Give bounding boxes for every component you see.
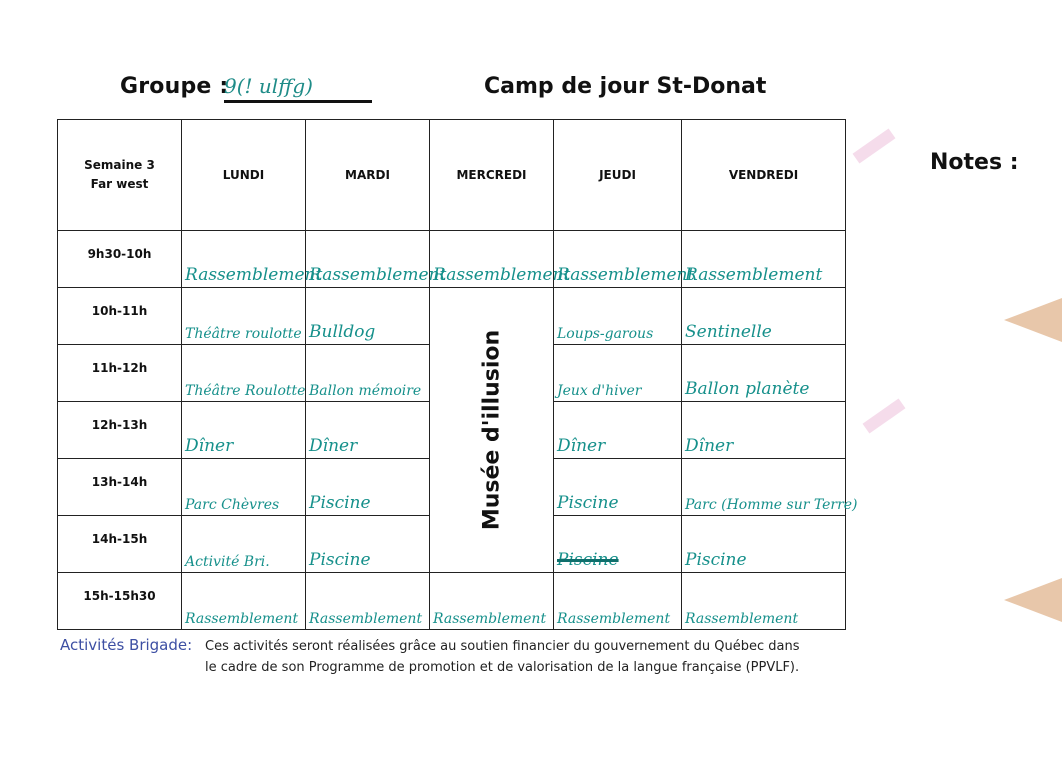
day-header-wednesday: MERCREDI xyxy=(430,120,554,231)
group-label: Groupe : xyxy=(120,74,229,99)
week-theme: Far west xyxy=(90,177,149,191)
day-header-tuesday: MARDI xyxy=(306,120,430,231)
day-header-friday: VENDREDI xyxy=(682,120,846,231)
activity-cell: Théâtre roulotte xyxy=(182,288,306,345)
time-cell: 14h-15h xyxy=(58,516,182,573)
activity-cell-struck: Piscine xyxy=(554,516,682,573)
week-cell xyxy=(58,120,182,231)
activity-cell: Rassemblement xyxy=(554,231,682,288)
pink-highlight-mark xyxy=(863,398,906,433)
group-value: 9(! ulffg) xyxy=(224,74,372,103)
activity-cell: Piscine xyxy=(554,459,682,516)
activity-cell: Ballon planète xyxy=(682,345,846,402)
activity-cell: Piscine xyxy=(682,516,846,573)
activity-cell: Rassemblement xyxy=(306,573,430,630)
activity-cell: Bulldog xyxy=(306,288,430,345)
activity-cell: Rassemblement xyxy=(182,231,306,288)
activity-cell: Théâtre Roulotte xyxy=(182,345,306,402)
activity-cell: Sentinelle xyxy=(682,288,846,345)
camp-title: Camp de jour St-Donat xyxy=(484,74,767,99)
activity-cell: Dîner xyxy=(682,402,846,459)
activity-cell: Ballon mémoire xyxy=(306,345,430,402)
activity-cell: Rassemblement xyxy=(682,231,846,288)
schedule-table xyxy=(57,119,858,630)
activity-cell: Jeux d'hiver xyxy=(554,345,682,402)
tan-corner-mark xyxy=(1004,578,1062,622)
activity-cell: Parc (Homme sur Terre) xyxy=(682,459,846,516)
time-cell: 15h-15h30 xyxy=(58,573,182,630)
time-cell: 11h-12h xyxy=(58,345,182,402)
pink-highlight-mark xyxy=(853,128,896,163)
activity-cell: Piscine xyxy=(306,459,430,516)
table-row xyxy=(58,231,846,288)
activity-cell: Dîner xyxy=(182,402,306,459)
activity-cell: Rassemblement xyxy=(306,231,430,288)
time-cell: 9h30-10h xyxy=(58,231,182,288)
footer-line-2: le cadre de son Programme de promotion et de valorisation de la langue française (PPVLF). xyxy=(205,660,800,675)
activity-cell: Rassemblement xyxy=(182,573,306,630)
activity-cell: Rassemblement xyxy=(554,573,682,630)
table-row xyxy=(58,573,846,630)
table-row xyxy=(58,288,846,345)
activity-cell: Piscine xyxy=(306,516,430,573)
time-cell: 13h-14h xyxy=(58,459,182,516)
footer-line-1: Ces activités seront réalisées grâce au soutien financier du gouvernement du Québec dans xyxy=(205,639,800,654)
activity-cell: Activité Bri. xyxy=(182,516,306,573)
activity-cell: Loups-garous xyxy=(554,288,682,345)
day-header-monday: LUNDI xyxy=(182,120,306,231)
activity-cell: Parc Chèvres xyxy=(182,459,306,516)
activity-cell: Dîner xyxy=(554,402,682,459)
day-header-thursday: JEUDI xyxy=(554,120,682,231)
tan-corner-mark xyxy=(1004,298,1062,342)
footer-prefix: Activités Brigade: xyxy=(60,636,193,654)
activity-cell: Rassemblement xyxy=(430,231,554,288)
time-cell: 10h-11h xyxy=(58,288,182,345)
time-cell: 12h-13h xyxy=(58,402,182,459)
notes-label: Notes : xyxy=(930,150,1019,175)
activity-cell: Dîner xyxy=(306,402,430,459)
museum-cell xyxy=(430,288,554,573)
week-number: Semaine 3 xyxy=(84,158,155,172)
activity-cell: Rassemblement xyxy=(682,573,846,630)
header-row xyxy=(58,120,846,231)
museum-activity-label: Musée d'illusion xyxy=(479,329,504,531)
activity-cell: Rassemblement xyxy=(430,573,554,630)
